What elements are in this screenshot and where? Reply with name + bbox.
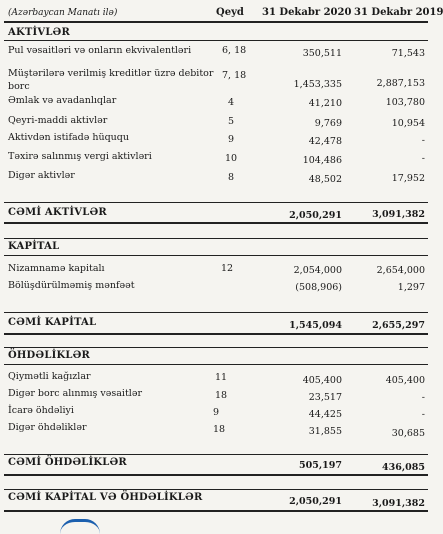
row-value-2019: 1,297 — [397, 282, 425, 293]
grand-total-top-rule — [4, 489, 428, 490]
total-top-rule — [4, 202, 428, 203]
section-title-capital: KAPİTAL — [8, 241, 60, 252]
row-note: 6, 18 — [222, 45, 247, 56]
col-header-2019: 31 Dekabr 2019 — [354, 7, 443, 18]
total-bottom-rule — [4, 333, 428, 335]
row-label: Bölüşdürülməmiş mənfəət — [8, 280, 135, 291]
row-value-2020: 104,486 — [302, 155, 342, 166]
total-assets-2019: 3,091,382 — [372, 209, 425, 220]
row-value-2020: 2,054,000 — [293, 265, 342, 276]
row-label: Əmlak və avadanlıqlar — [8, 95, 117, 106]
row-value-2019: 103,780 — [385, 97, 425, 108]
row-value-2019: - — [421, 153, 425, 164]
row-value-2019: - — [421, 135, 425, 146]
row-note: 18 — [215, 390, 228, 401]
header-rule — [4, 21, 428, 23]
row-value-2019: - — [421, 409, 425, 420]
total-liabilities-2020: 505,197 — [299, 460, 342, 471]
row-value-2019: 2,887,153 — [376, 78, 425, 89]
section-title-assets: AKTİVLƏR — [8, 27, 70, 38]
row-label: Qeyri-maddi aktivlər — [8, 115, 108, 126]
row-value-2019: 71,543 — [391, 48, 425, 59]
section-rule — [4, 40, 428, 41]
grand-total-2020: 2,050,291 — [289, 496, 342, 507]
row-note: 9 — [213, 407, 220, 418]
row-value-2020: 44,425 — [308, 409, 342, 420]
row-note: 8 — [228, 172, 235, 183]
row-label: Digər öhdəliklər — [8, 422, 87, 433]
row-value-2020: 41,210 — [308, 98, 342, 109]
row-label: Təxirə salınmış vergi aktivləri — [8, 151, 152, 162]
row-value-2019: 17,952 — [391, 173, 425, 184]
row-value-2019: 30,685 — [391, 428, 425, 439]
total-label-assets: CƏMİ AKTİVLƏR — [8, 207, 107, 218]
grand-total-2019: 3,091,382 — [372, 498, 425, 509]
row-note: 4 — [228, 97, 235, 108]
total-assets-2020: 2,050,291 — [289, 210, 342, 221]
row-note: 7, 18 — [222, 70, 247, 81]
row-label: Müştərilərə verilmiş kreditlər üzrə debitor — [8, 68, 214, 79]
row-label: Aktivdən istifadə hüququ — [8, 132, 129, 143]
row-value-2019: 10,954 — [391, 118, 425, 129]
row-value-2020: 48,502 — [308, 174, 342, 185]
section-rule — [4, 364, 428, 365]
grand-total-label: CƏMİ KAPİTAL VƏ ÖHDƏLİKLƏR — [8, 492, 203, 503]
total-label-liabilities: CƏMİ ÖHDƏLİKLƏR — [8, 457, 127, 468]
row-value-2020: 350,511 — [302, 48, 342, 59]
row-label: Digər borc alınmış vəsaitlər — [8, 388, 142, 399]
row-value-2019: 405,400 — [385, 375, 425, 386]
row-label-cont: borc — [8, 81, 30, 92]
total-label-capital: CƏMİ KAPİTAL — [8, 317, 97, 328]
row-value-2019: - — [421, 392, 425, 403]
row-value-2020: 31,855 — [308, 426, 342, 437]
row-value-2020: (508,906) — [295, 282, 342, 293]
row-value-2020: 23,517 — [308, 392, 342, 403]
section-rule — [4, 255, 428, 256]
row-label: Digər aktivlər — [8, 170, 75, 181]
row-label: Pul vəsaitləri və onların ekvivalentləri — [8, 45, 192, 56]
total-top-rule — [4, 312, 428, 313]
row-value-2019: 2,654,000 — [376, 265, 425, 276]
row-note: 5 — [228, 116, 235, 127]
row-value-2020: 405,400 — [302, 375, 342, 386]
blue-arc-decoration — [60, 519, 100, 534]
section-title-liabilities: ÖHDƏLİKLƏR — [8, 350, 90, 361]
grand-total-bottom-rule — [4, 510, 428, 512]
row-note: 11 — [215, 372, 228, 383]
row-value-2020: 1,453,335 — [293, 79, 342, 90]
col-header-note: Qeyd — [216, 7, 244, 18]
section-top-rule — [4, 238, 428, 239]
row-value-2020: 9,769 — [314, 118, 342, 129]
row-label: Qiymətli kağızlar — [8, 371, 91, 382]
row-note: 9 — [228, 134, 235, 145]
total-top-rule — [4, 454, 428, 455]
currency-unit-note: (Azərbaycan Manatı ilə) — [8, 8, 118, 18]
row-label: Nizamnamə kapitalı — [8, 263, 105, 274]
total-capital-2019: 2,655,297 — [372, 320, 425, 331]
total-capital-2020: 1,545,094 — [289, 320, 342, 331]
section-top-rule — [4, 347, 428, 348]
row-value-2020: 42,478 — [308, 136, 342, 147]
row-note: 12 — [221, 263, 234, 274]
total-bottom-rule — [4, 474, 428, 476]
col-header-2020: 31 Dekabr 2020 — [262, 7, 352, 18]
row-note: 10 — [225, 153, 238, 164]
row-label: İcarə öhdəliyi — [8, 405, 74, 416]
total-bottom-rule — [4, 222, 428, 224]
row-note: 18 — [213, 424, 226, 435]
total-liabilities-2019: 436,085 — [382, 462, 425, 473]
